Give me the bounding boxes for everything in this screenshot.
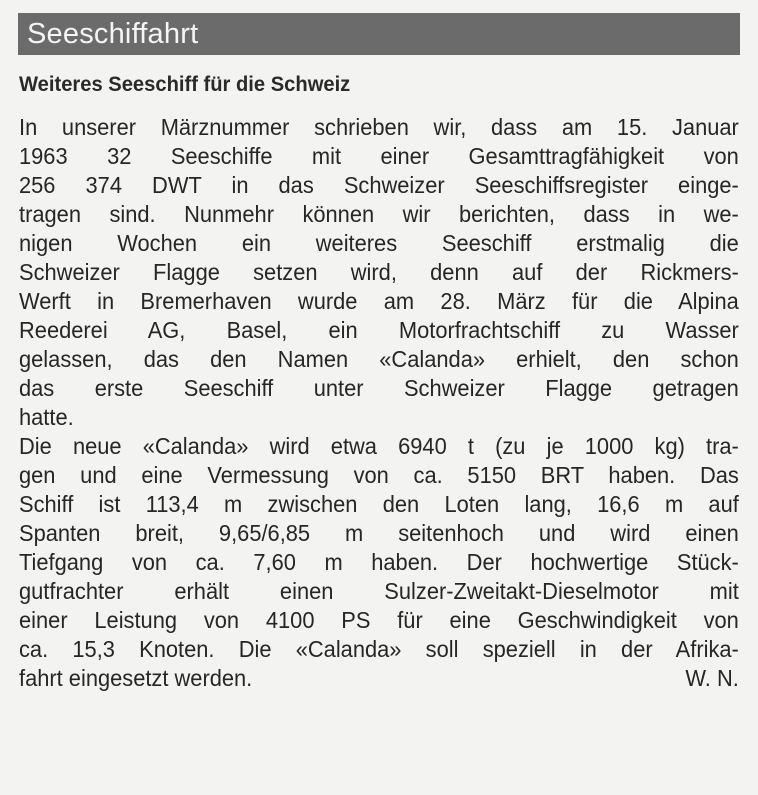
- text-line: gen und eine Vermessung von ca. 5150 BRT haben. Das: [19, 462, 739, 488]
- text-line: tragen sind. Nunmehr können wir berichten, dass in we-: [19, 201, 739, 227]
- paragraph-1: [19, 113, 739, 432]
- text-line: Reederei AG, Basel, ein Motorfrachtschiff zu Wasser: [19, 317, 739, 343]
- text-line: das erste Seeschiff unter Schweizer Flagge getragen: [19, 375, 739, 401]
- text-line: In unserer Märznummer schrieben wir, dass am 15. Januar: [19, 114, 739, 140]
- text-line: gelassen, das den Namen «Calanda» erhielt, den schon: [19, 346, 739, 372]
- section-title: Seeschiffahrt: [27, 18, 199, 50]
- text-line: Schweizer Flagge setzen wird, denn auf der Rickmers-: [19, 259, 739, 285]
- text-line: Werft in Bremerhaven wurde am 28. März für die Alpina: [19, 288, 739, 314]
- text-line: fahrt eingesetzt werden.: [19, 665, 253, 691]
- text-line: Tiefgang von ca. 7,60 m haben. Der hochwertige Stück-: [19, 549, 739, 575]
- text-line: Schiff ist 113,4 m zwischen den Loten lang, 16,6 m auf: [19, 491, 739, 517]
- text-line: gutfrachter erhält einen Sulzer-Zweitakt-Dieselmotor mit: [19, 578, 739, 604]
- text-line: 1963 32 Seeschiffe mit einer Gesamttragfähigkeit von: [19, 143, 739, 169]
- text-line: hatte.: [19, 404, 74, 430]
- article-heading: Weiteres Seeschiff für die Schweiz: [19, 73, 351, 96]
- signoff-line: [19, 664, 739, 693]
- text-line: Spanten breit, 9,65/6,85 m seitenhoch und wird einen: [19, 520, 739, 546]
- text-line: ca. 15,3 Knoten. Die «Calanda» soll speziell in der Afrika-: [19, 636, 739, 662]
- text-line: nigen Wochen ein weiteres Seeschiff erstmalig die: [19, 230, 739, 256]
- paragraph-2: [19, 432, 739, 693]
- text-line: 256 374 DWT in das Schweizer Seeschiffsregister einge-: [19, 172, 739, 198]
- text-line: einer Leistung von 4100 PS für eine Geschwindigkeit von: [19, 607, 739, 633]
- section-header-bar: [18, 13, 740, 55]
- article-body: [19, 113, 739, 693]
- author-initials: W. N.: [685, 665, 739, 691]
- text-line: Die neue «Calanda» wird etwa 6940 t (zu je 1000 kg) tra-: [19, 433, 739, 459]
